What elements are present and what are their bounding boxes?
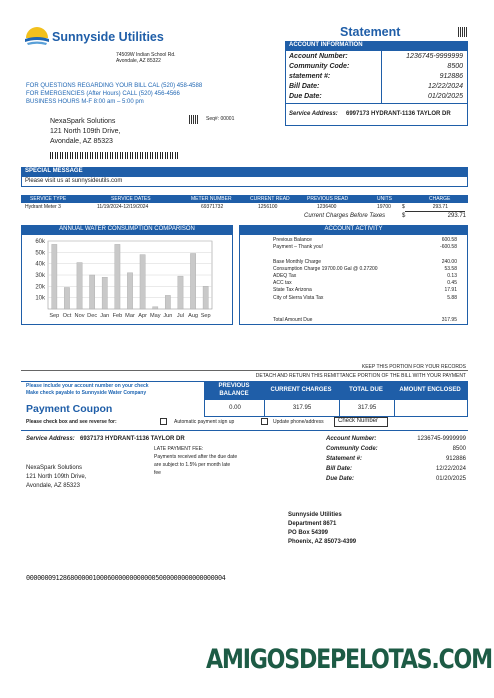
remit-customer-city: Avondale, AZ 85323 [26,483,80,489]
consumption-chart-box [21,225,233,325]
col-current-read: CURRENT READ [250,196,290,202]
y-tick-label: 30k [35,273,45,279]
activity-row [273,237,457,243]
contact-line1: FOR QUESTIONS REGARDING YOUR BILL CAL (520) 458-4588 [26,83,203,89]
coupon-divider [394,400,395,416]
x-tick-label: Jun [163,313,173,319]
charge-cell: 293.71 [432,204,448,210]
check-payable-text: Make check payable to Sunnyside Water Company [26,390,147,396]
late-fee-text3: fee [154,470,161,476]
account-info-row [286,62,467,72]
meter-number-cell: 69371732 [201,204,224,210]
customer-street: 121 North 109th Drive, [50,128,121,135]
remit-info-row [326,476,468,486]
late-fee-text2: are subject to 1.5% per month late [154,462,231,468]
subtotal-underline [405,211,465,212]
previous-read-cell: 1236400 [317,204,337,210]
activity-label: ACC tax [273,280,292,287]
activity-row [273,244,457,250]
consumption-bar-chart [22,235,232,324]
remit-bill-date-label: Bill Date: [326,466,353,472]
chart-bar-jun [165,295,170,309]
amount-enclosed-header: AMOUNT ENCLOSED [399,387,461,393]
update-phone-label: Update phone/address [273,419,324,425]
auto-pay-checkbox[interactable] [160,418,167,425]
y-tick-label: 20k [35,284,45,291]
x-tick-label: Sep [200,313,211,319]
account-info-row [286,92,467,102]
chart-bar-feb [115,244,120,309]
company-logo [24,26,50,48]
total-due-value: 317.95 [441,317,457,323]
contact-line2: FOR EMERGENCIES (After Hours) CALL (520) 456-4566 [26,91,180,97]
qr-code-icon [189,115,198,124]
activity-label: Consumption Charge 19700.00 Gal @ 0.27200 [273,265,378,272]
postal-barcode [50,152,178,159]
activity-value: 600.58 [441,237,457,243]
account-info-header: ACCOUNT INFORMATION [286,42,467,51]
chart-bar-sep [52,244,57,309]
x-tick-label: Mar [125,313,135,319]
chart-bar-oct [64,287,69,309]
total-due-header: TOTAL DUE [349,387,383,393]
col-charge: CHARGE [429,196,451,202]
chart-bar-may [153,307,158,309]
total-due-label: Total Amount Due [273,317,313,323]
service-table-row [21,204,468,212]
amount-enclosed-input[interactable] [397,403,465,413]
payment-coupon-title: Payment Coupon [26,403,113,415]
community-code-value: 8500 [447,63,463,70]
x-tick-label: May [149,313,161,319]
col-service-type: SERVICE TYPE [30,196,67,202]
company-address-line1: 74509W Indian School Rd. [116,52,176,58]
account-info-separator [286,103,467,104]
company-address-line2: Avondale, AZ 85322 [116,58,161,64]
remit-info-row [326,466,468,476]
subtotal-label: Current Charges Before Taxes [304,213,386,219]
subtotal-currency: $ [402,213,406,219]
coupon-values-row [204,399,468,417]
activity-label: Base Monthly Charge [273,258,322,265]
chart-bar-sep [203,286,208,309]
x-tick-label: Oct [62,313,72,319]
activity-row [273,273,457,279]
total-due-value-coupon: 317.95 [357,405,377,411]
remit-community-label: Community Code: [326,446,378,452]
remit-info-row [326,446,468,456]
y-tick-label: 50k [35,250,45,257]
special-message-box [21,167,468,187]
remit-due-date-label: Due Date: [326,476,355,482]
x-tick-label: Jul [176,313,185,319]
current-charges-value: 317.95 [292,405,312,411]
detach-line [21,370,468,371]
remit-account-label: Account Number: [326,436,377,442]
y-tick-label: 40k [35,261,45,268]
company-name: Sunnyside Utilities [52,30,164,44]
chart-bar-mar [127,273,132,309]
activity-row [273,259,457,265]
remit-service-address-value: 6937173 HYDRANT-1136 TAYLOR DR [80,436,185,442]
activity-label: State Tax Arizona [273,287,312,294]
remit-info-row [326,456,468,466]
subtotal-value: 293.71 [447,213,466,219]
x-tick-label: Feb [112,313,123,319]
current-charges-header: CURRENT CHARGES [270,387,332,393]
account-number-label: Account Number: [289,53,348,60]
x-tick-label: Dec [87,313,98,319]
late-fee-text1: Payments received after the due date [154,454,238,460]
account-info-box [285,41,468,126]
chart-title: ANNUAL WATER CONSUMPTION COMPARISON [22,226,232,235]
activity-label: City of Sierra Vista Tax [273,294,324,301]
detach-text: DETACH AND RETURN THIS REMITTANCE PORTION OF THE BILL WITH YOUR PAYMENT [255,373,466,379]
charge-currency-cell: $ [402,204,405,210]
remit-info-row [326,436,468,446]
payee-department: Department 8671 [288,521,337,527]
coupon-table-header [204,382,468,399]
x-tick-label: Aug [188,313,199,319]
chart-bar-nov [77,263,82,309]
due-date-value: 01/20/2025 [427,93,463,100]
check-number-label: Check Number [338,418,379,424]
customer-name: NexaSpark Solutions [50,118,116,125]
service-type-cell: Hydrant Meter 3 [25,204,61,210]
activity-label: ADEQ Tax [273,273,297,279]
activity-value: 53.58 [444,265,457,272]
due-date-label: Due Date: [289,93,322,100]
remit-community-value: 8500 [452,446,466,452]
statement-number-label: statement #: [289,73,331,80]
chart-bar-aug [190,253,195,309]
coupon-divider [339,400,340,416]
service-address-label: Service Address: [289,111,338,117]
previous-balance-value: 0.00 [229,405,241,411]
remit-statement-label: Statement #: [326,456,363,462]
community-code-label: Community Code: [289,63,350,70]
col-meter-number: METER NUMBER [191,196,232,202]
customer-city: Avondale, AZ 85323 [50,138,113,145]
ocr-scanline: 000000091286800000100060000000000005000000000000000004 [26,574,226,582]
col-units: UNITS [377,196,392,202]
coupon-bottom-line [21,430,468,431]
statement-qr-icon [458,27,468,37]
sun-logo-icon [24,26,50,48]
activity-value: 0.45 [447,280,457,287]
remit-due-date-value: 01/20/2025 [435,476,466,482]
chart-bar-jul [178,276,183,309]
chart-bar-apr [140,255,145,309]
payee-city: Phoenix, AZ 85073-4399 [288,539,357,545]
account-activity-box [239,225,468,325]
col-previous-read: PREVIOUS READ [307,196,349,202]
account-number-value: 1236745-9999999 [406,53,463,60]
account-info-row [286,72,467,82]
x-tick-label: Apr [138,313,147,319]
remit-service-address-label: Service Address: [26,436,75,442]
bill-date-value: 12/22/2024 [427,83,463,90]
check-number-field[interactable] [334,417,388,427]
sequence-number: Seq#: 00001 [206,116,235,122]
account-info-row [286,52,467,62]
chart-bar-jan [102,277,107,309]
update-phone-checkbox[interactable] [261,418,268,425]
service-address-value: 6997173 HYDRANT-1136 TAYLOR DR [346,111,451,117]
activity-row [273,287,457,293]
activity-value: 17.91 [444,287,457,294]
units-cell: 19700 [377,204,391,210]
remit-statement-value: 912886 [445,456,466,462]
y-tick-label: 10k [35,295,45,302]
x-tick-label: Nov [74,313,85,319]
bill-date-label: Bill Date: [289,83,320,90]
late-fee-title: LATE PAYMENT FEE: [154,446,204,452]
activity-label: Previous Balance [273,237,312,243]
auto-pay-label: Automatic payment sign up [174,419,235,425]
col-service-dates: SERVICE DATES [111,196,151,202]
activity-value: 0.13 [447,273,457,279]
y-tick-label: 60k [35,239,45,245]
special-message-header: SPECIAL MESSAGE [22,168,467,177]
statement-title: Statement [340,25,401,39]
activity-label: Payment – Thank you! [273,244,323,251]
watermark-text: AMIGOSDEPELOTAS.COM [206,644,492,675]
service-table-header [21,195,468,203]
special-message-text: Please visit us at sunnysideutils.com [25,178,123,184]
activity-value: 5.88 [447,294,457,301]
activity-value: -600.58 [440,244,457,251]
x-tick-label: Jan [100,313,110,319]
include-account-text: Please include your account number on your check [26,383,149,389]
check-box-instructions: Please check box and see reverse for: [26,419,117,425]
remit-account-value: 1236745-9999999 [417,436,466,442]
service-dates-cell: 11/19/2024-12/19/2024 [97,204,149,210]
remit-customer-street: 121 North 109th Drive, [26,474,87,480]
account-info-row [286,82,467,92]
activity-row [273,266,457,272]
remit-bill-date-value: 12/22/2024 [435,466,466,472]
remit-customer-name: NexaSpark Solutions [26,465,83,471]
current-read-cell: 1256100 [258,204,278,210]
previous-balance-header: PREVIOUS BALANCE [218,383,250,397]
contact-line3: BUSINESS HOURS M-F 8:00 am – 5:00 pm [26,99,144,105]
payee-po-box: PO Box 54399 [288,530,329,536]
keep-records-text: KEEP THIS PORTION FOR YOUR RECORDS [361,364,466,370]
activity-value: 240.00 [441,258,457,265]
remit-account-info [326,436,468,484]
x-tick-label: Sep [49,313,60,319]
activity-header: ACCOUNT ACTIVITY [240,226,467,235]
chart-bar-dec [90,275,95,309]
statement-number-value: 912886 [439,73,463,80]
activity-row [273,280,457,286]
payee-name: Sunnyside Utilities [288,512,342,518]
activity-row [273,295,457,301]
